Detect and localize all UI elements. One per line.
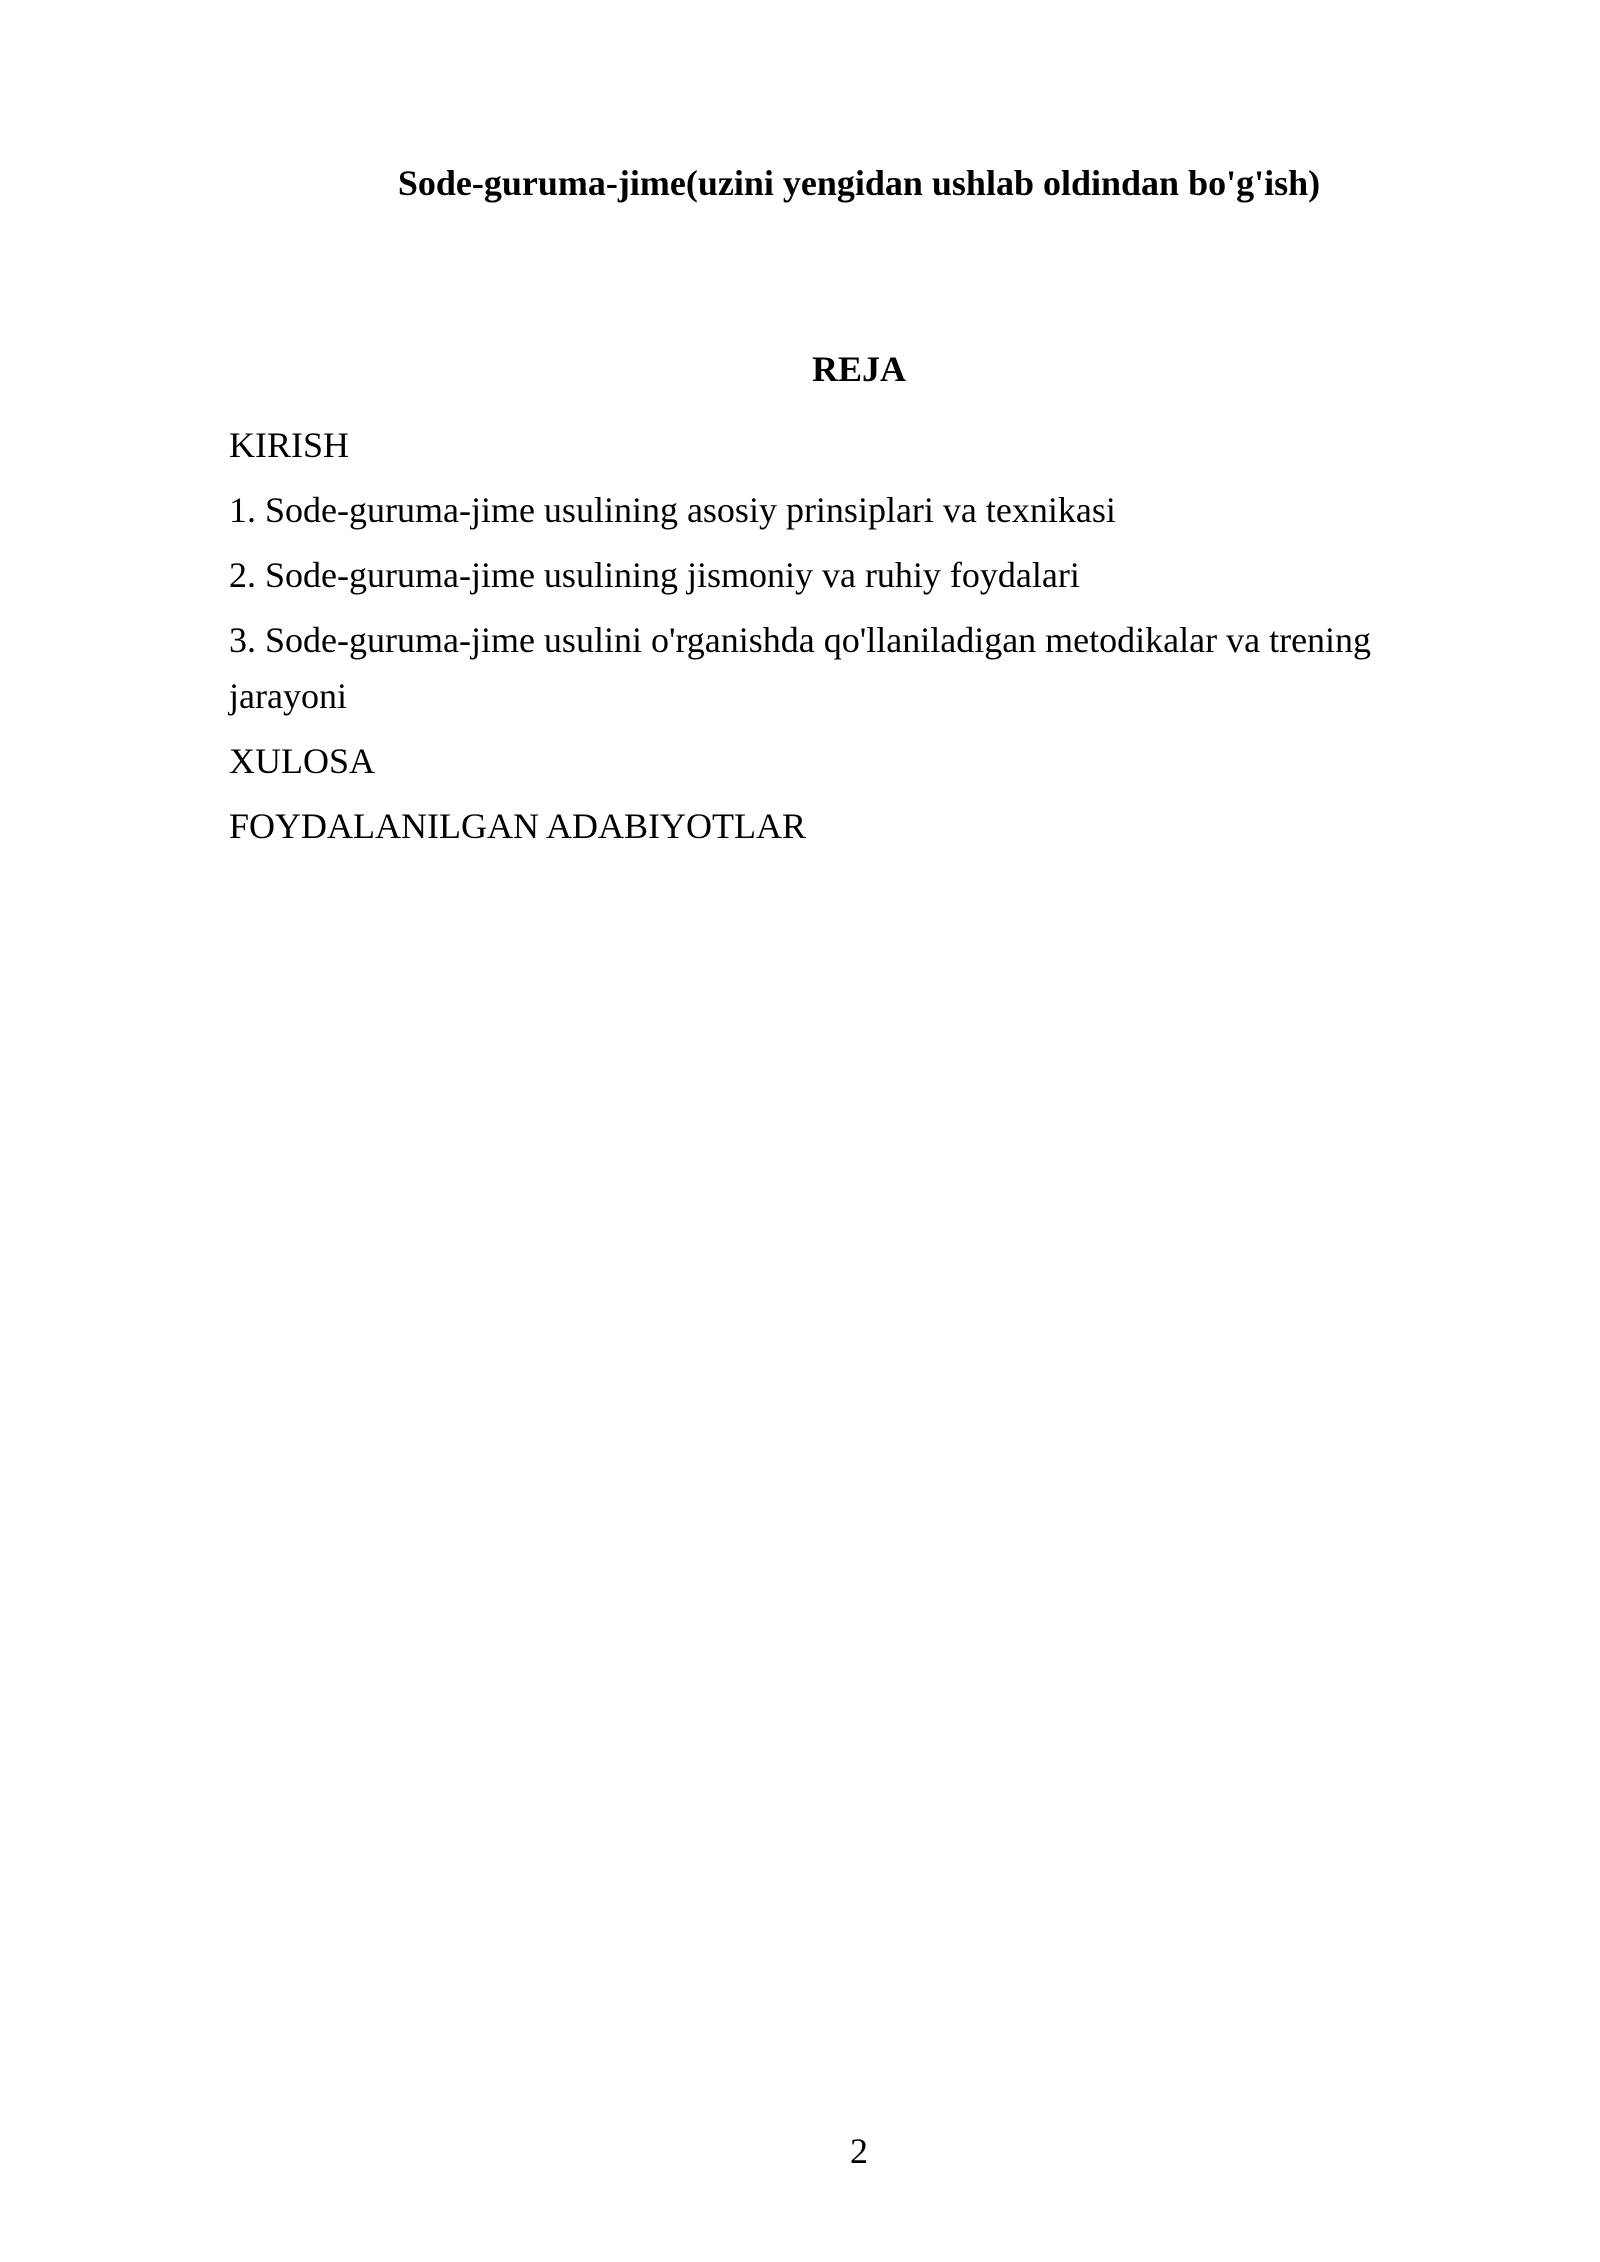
toc-item-section-3: 3. Sode-guruma-jime usulini o'rganishda qo'llaniladigan metodikalar va trening jarayoni xyxy=(229,620,1372,716)
toc-item-section-1: 1. Sode-guruma-jime usulining asosiy prinsiplari va texnikasi xyxy=(229,490,1116,530)
plan-heading: REJA xyxy=(811,349,906,389)
toc-item-section-2: 2. Sode-guruma-jime usulining jismoniy va ruhiy foydalari xyxy=(229,555,1080,595)
toc-item-references: FOYDALANILGAN ADABIYOTLAR xyxy=(229,806,806,846)
table-of-contents xyxy=(229,417,1449,863)
document-title: Sode-guruma-jime(uzini yengidan ushlab oldindan bo'g'ish) xyxy=(397,163,1321,203)
page-number: 2 xyxy=(850,2131,868,2171)
toc-item-conclusion: XULOSA xyxy=(229,741,376,781)
toc-item-introduction: KIRISH xyxy=(229,425,350,465)
